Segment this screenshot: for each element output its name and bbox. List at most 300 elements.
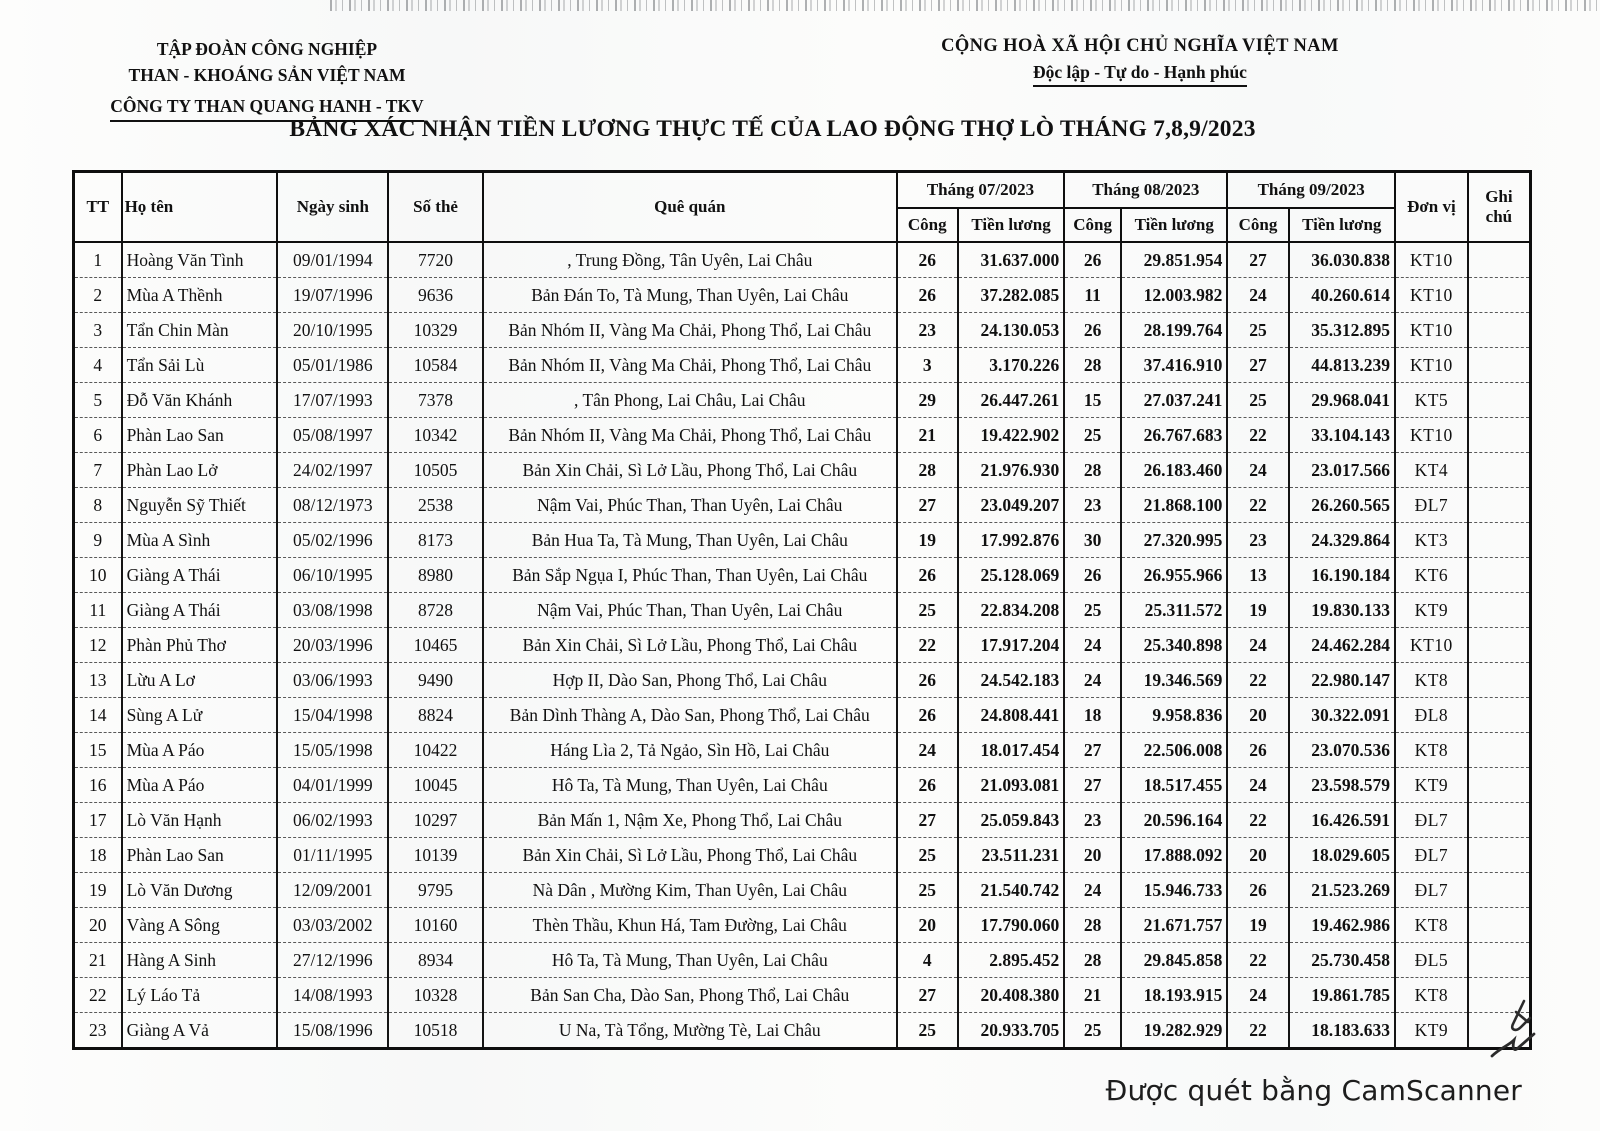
cell-tienluong-08: 26.955.966: [1121, 558, 1227, 593]
col-header-hometown: Quê quán: [483, 172, 897, 243]
cell-name: Nguyễn Sỹ Thiết: [122, 488, 278, 523]
cell-tienluong-08: 29.851.954: [1121, 242, 1227, 278]
cell-name: Phàn Phủ Thơ: [122, 628, 278, 663]
cell-name: Mùa A Páo: [122, 768, 278, 803]
cell-tienluong-08: 12.003.982: [1121, 278, 1227, 313]
cell-card: 8980: [388, 558, 483, 593]
national-motto-line2: Độc lập - Tự do - Hạnh phúc: [1033, 62, 1247, 87]
cell-name: Phàn Lao San: [122, 838, 278, 873]
cell-unit: KT9: [1395, 768, 1468, 803]
col-header-dob: Ngày sinh: [277, 172, 388, 243]
table-row: [74, 278, 1531, 313]
cell-tt: 7: [74, 453, 122, 488]
cell-tienluong-08: 25.311.572: [1121, 593, 1227, 628]
cell-cong-08: 15: [1064, 383, 1121, 418]
cell-dob: 08/12/1973: [277, 488, 388, 523]
cell-unit: KT9: [1395, 1013, 1468, 1049]
cell-cong-07: 20: [897, 908, 958, 943]
scan-edge-artifact: [330, 0, 1600, 11]
cell-dob: 15/08/1996: [277, 1013, 388, 1049]
cell-cong-08: 25: [1064, 593, 1121, 628]
col-header-tienluong-09: Tiền lương: [1289, 208, 1395, 242]
cell-hometown: Hô Ta, Tà Mung, Than Uyên, Lai Châu: [483, 943, 897, 978]
cell-cong-09: 26: [1227, 733, 1288, 768]
cell-dob: 06/10/1995: [277, 558, 388, 593]
cell-name: Giàng A Vả: [122, 1013, 278, 1049]
cell-hometown: Nà Dân , Mường Kim, Than Uyên, Lai Châu: [483, 873, 897, 908]
cell-cong-09: 24: [1227, 978, 1288, 1013]
cell-dob: 15/05/1998: [277, 733, 388, 768]
cell-tienluong-09: 29.968.041: [1289, 383, 1395, 418]
cell-cong-09: 20: [1227, 698, 1288, 733]
cell-cong-07: 27: [897, 803, 958, 838]
cell-card: 10329: [388, 313, 483, 348]
cell-tt: 8: [74, 488, 122, 523]
cell-dob: 01/11/1995: [277, 838, 388, 873]
cell-tienluong-09: 33.104.143: [1289, 418, 1395, 453]
cell-tt: 12: [74, 628, 122, 663]
cell-tt: 21: [74, 943, 122, 978]
cell-name: Tẩn Sải Lù: [122, 348, 278, 383]
cell-cong-08: 21: [1064, 978, 1121, 1013]
cell-tienluong-09: 40.260.614: [1289, 278, 1395, 313]
cell-note: [1468, 242, 1531, 278]
cell-tienluong-08: 28.199.764: [1121, 313, 1227, 348]
cell-tienluong-08: 21.868.100: [1121, 488, 1227, 523]
cell-name: Lò Văn Hạnh: [122, 803, 278, 838]
table-row: [74, 453, 1531, 488]
cell-cong-09: 22: [1227, 488, 1288, 523]
cell-name: Vàng A Sông: [122, 908, 278, 943]
cell-tienluong-08: 22.506.008: [1121, 733, 1227, 768]
cell-tienluong-08: 20.596.164: [1121, 803, 1227, 838]
cell-tienluong-07: 21.093.081: [958, 768, 1064, 803]
cell-tienluong-09: 21.523.269: [1289, 873, 1395, 908]
cell-cong-07: 19: [897, 523, 958, 558]
cell-tienluong-07: 21.540.742: [958, 873, 1064, 908]
cell-hometown: Bản Xin Chải, Sì Lở Lầu, Phong Thổ, Lai Châu: [483, 453, 897, 488]
cell-cong-07: 26: [897, 242, 958, 278]
cell-dob: 27/12/1996: [277, 943, 388, 978]
cell-unit: KT4: [1395, 453, 1468, 488]
cell-tt: 15: [74, 733, 122, 768]
cell-cong-08: 30: [1064, 523, 1121, 558]
table-row: [74, 523, 1531, 558]
cell-card: 10160: [388, 908, 483, 943]
cell-dob: 06/02/1993: [277, 803, 388, 838]
cell-dob: 09/01/1994: [277, 242, 388, 278]
col-header-month-09-2023: Tháng 09/2023: [1227, 172, 1395, 209]
cell-cong-09: 27: [1227, 348, 1288, 383]
cell-note: [1468, 838, 1531, 873]
cell-name: Sùng A Lử: [122, 698, 278, 733]
salary-table-body: [74, 242, 1531, 1049]
cell-note: [1468, 768, 1531, 803]
cell-name: Hoàng Văn Tình: [122, 242, 278, 278]
cell-unit: KT3: [1395, 523, 1468, 558]
table-row: [74, 663, 1531, 698]
table-row: [74, 593, 1531, 628]
cell-cong-08: 11: [1064, 278, 1121, 313]
cell-cong-07: 4: [897, 943, 958, 978]
cell-hometown: Bản Mấn 1, Nậm Xe, Phong Thổ, Lai Châu: [483, 803, 897, 838]
cell-unit: KT6: [1395, 558, 1468, 593]
cell-note: [1468, 593, 1531, 628]
cell-tienluong-08: 18.517.455: [1121, 768, 1227, 803]
cell-cong-09: 22: [1227, 1013, 1288, 1049]
cell-unit: KT10: [1395, 242, 1468, 278]
cell-tienluong-08: 26.183.460: [1121, 453, 1227, 488]
cell-unit: ĐL7: [1395, 838, 1468, 873]
cell-unit: KT8: [1395, 733, 1468, 768]
cell-cong-08: 23: [1064, 803, 1121, 838]
cell-hometown: Bản Sắp Ngụa I, Phúc Than, Than Uyên, Lai Châu: [483, 558, 897, 593]
cell-cong-09: 26: [1227, 873, 1288, 908]
cell-cong-08: 27: [1064, 768, 1121, 803]
handwritten-signature-mark: [1486, 998, 1542, 1068]
cell-unit: KT8: [1395, 978, 1468, 1013]
cell-tienluong-09: 25.730.458: [1289, 943, 1395, 978]
cell-tienluong-08: 9.958.836: [1121, 698, 1227, 733]
cell-cong-09: 22: [1227, 803, 1288, 838]
cell-tienluong-07: 25.059.843: [958, 803, 1064, 838]
cell-note: [1468, 873, 1531, 908]
table-row: [74, 558, 1531, 593]
table-row: [74, 873, 1531, 908]
cell-tienluong-07: 17.790.060: [958, 908, 1064, 943]
cell-tt: 1: [74, 242, 122, 278]
cell-tienluong-09: 19.462.986: [1289, 908, 1395, 943]
cell-name: Tẩn Chin Màn: [122, 313, 278, 348]
cell-tt: 10: [74, 558, 122, 593]
cell-name: Lò Văn Dương: [122, 873, 278, 908]
cell-name: Lừu A Lơ: [122, 663, 278, 698]
cell-tienluong-09: 35.312.895: [1289, 313, 1395, 348]
cell-cong-08: 28: [1064, 943, 1121, 978]
cell-dob: 17/07/1993: [277, 383, 388, 418]
org-name-line2: THAN - KHOÁNG SẢN VIỆT NAM: [128, 65, 406, 86]
cell-unit: ĐL7: [1395, 488, 1468, 523]
cell-card: 8728: [388, 593, 483, 628]
cell-unit: ĐL5: [1395, 943, 1468, 978]
cell-hometown: Thèn Thầu, Khun Há, Tam Đường, Lai Châu: [483, 908, 897, 943]
cell-tienluong-09: 16.426.591: [1289, 803, 1395, 838]
cell-card: 10139: [388, 838, 483, 873]
cell-cong-07: 25: [897, 1013, 958, 1049]
cell-card: 7720: [388, 242, 483, 278]
cell-card: 8173: [388, 523, 483, 558]
cell-card: 9636: [388, 278, 483, 313]
cell-cong-08: 26: [1064, 313, 1121, 348]
cell-tt: 14: [74, 698, 122, 733]
cell-name: Hàng A Sinh: [122, 943, 278, 978]
cell-card: 8934: [388, 943, 483, 978]
cell-tienluong-07: 2.895.452: [958, 943, 1064, 978]
cell-cong-09: 25: [1227, 383, 1288, 418]
cell-card: 10584: [388, 348, 483, 383]
cell-hometown: Bản San Cha, Dào San, Phong Thổ, Lai Châu: [483, 978, 897, 1013]
cell-card: 10328: [388, 978, 483, 1013]
cell-card: 10518: [388, 1013, 483, 1049]
cell-unit: KT5: [1395, 383, 1468, 418]
cell-hometown: Bản Nhóm II, Vàng Ma Chải, Phong Thổ, Lai Châu: [483, 418, 897, 453]
cell-dob: 19/07/1996: [277, 278, 388, 313]
cell-note: [1468, 278, 1531, 313]
cell-card: 10465: [388, 628, 483, 663]
cell-cong-07: 25: [897, 593, 958, 628]
table-row: [74, 313, 1531, 348]
table-row: [74, 943, 1531, 978]
cell-cong-07: 25: [897, 873, 958, 908]
cell-tienluong-08: 29.845.858: [1121, 943, 1227, 978]
cell-note: [1468, 628, 1531, 663]
cell-cong-08: 24: [1064, 663, 1121, 698]
cell-tienluong-07: 17.917.204: [958, 628, 1064, 663]
cell-name: Lý Láo Tả: [122, 978, 278, 1013]
cell-hometown: U Na, Tà Tổng, Mường Tè, Lai Châu: [483, 1013, 897, 1049]
cell-tienluong-07: 24.808.441: [958, 698, 1064, 733]
cell-tienluong-08: 25.340.898: [1121, 628, 1227, 663]
cell-cong-09: 23: [1227, 523, 1288, 558]
cell-cong-07: 25: [897, 838, 958, 873]
col-header-cong-08: Công: [1064, 208, 1121, 242]
cell-cong-07: 26: [897, 278, 958, 313]
cell-cong-08: 28: [1064, 453, 1121, 488]
table-row: [74, 383, 1531, 418]
cell-tienluong-07: 21.976.930: [958, 453, 1064, 488]
cell-tt: 4: [74, 348, 122, 383]
cell-cong-08: 25: [1064, 418, 1121, 453]
cell-cong-07: 22: [897, 628, 958, 663]
cell-hometown: Hợp II, Dào San, Phong Thổ, Lai Châu: [483, 663, 897, 698]
cell-tienluong-09: 36.030.838: [1289, 242, 1395, 278]
cell-tienluong-09: 30.322.091: [1289, 698, 1395, 733]
col-header-tt: TT: [74, 172, 122, 243]
cell-unit: KT10: [1395, 628, 1468, 663]
cell-cong-08: 28: [1064, 908, 1121, 943]
cell-tt: 22: [74, 978, 122, 1013]
cell-cong-07: 27: [897, 978, 958, 1013]
cell-cong-07: 3: [897, 348, 958, 383]
cell-unit: ĐL8: [1395, 698, 1468, 733]
cell-dob: 05/01/1986: [277, 348, 388, 383]
cell-note: [1468, 453, 1531, 488]
table-row: [74, 348, 1531, 383]
cell-tienluong-09: 44.813.239: [1289, 348, 1395, 383]
cell-tienluong-08: 19.346.569: [1121, 663, 1227, 698]
national-motto-line1: CỘNG HOÀ XÃ HỘI CHỦ NGHĨA VIỆT NAM: [941, 36, 1339, 56]
cell-tienluong-09: 26.260.565: [1289, 488, 1395, 523]
cell-cong-09: 24: [1227, 768, 1288, 803]
cell-tienluong-08: 27.320.995: [1121, 523, 1227, 558]
salary-table: [72, 170, 1532, 1050]
table-row: [74, 488, 1531, 523]
cell-card: 10422: [388, 733, 483, 768]
table-row: [74, 733, 1531, 768]
cell-tt: 16: [74, 768, 122, 803]
cell-hometown: , Trung Đồng, Tân Uyên, Lai Châu: [483, 242, 897, 278]
cell-unit: ĐL7: [1395, 803, 1468, 838]
cell-tienluong-07: 3.170.226: [958, 348, 1064, 383]
cell-dob: 20/10/1995: [277, 313, 388, 348]
cell-tt: 18: [74, 838, 122, 873]
cell-cong-09: 25: [1227, 313, 1288, 348]
cell-note: [1468, 943, 1531, 978]
col-header-name: Họ tên: [122, 172, 278, 243]
cell-tienluong-09: 23.017.566: [1289, 453, 1395, 488]
cell-hometown: Háng Lìa 2, Tả Ngảo, Sìn Hồ, Lai Châu: [483, 733, 897, 768]
cell-dob: 15/04/1998: [277, 698, 388, 733]
cell-dob: 14/08/1993: [277, 978, 388, 1013]
table-row: [74, 418, 1531, 453]
cell-hometown: Nậm Vai, Phúc Than, Than Uyên, Lai Châu: [483, 593, 897, 628]
cell-cong-09: 13: [1227, 558, 1288, 593]
cell-cong-07: 26: [897, 768, 958, 803]
cell-tienluong-08: 18.193.915: [1121, 978, 1227, 1013]
page-title: BẢNG XÁC NHẬN TIỀN LƯƠNG THỰC TẾ CỦA LAO ĐỘNG THỢ LÒ THÁNG 7,8,9/2023: [289, 116, 1256, 142]
cell-note: [1468, 698, 1531, 733]
cell-cong-09: 22: [1227, 943, 1288, 978]
col-header-card: Số thẻ: [388, 172, 483, 243]
cell-note: [1468, 803, 1531, 838]
cell-card: 10045: [388, 768, 483, 803]
cell-unit: KT10: [1395, 348, 1468, 383]
cell-tienluong-09: 23.070.536: [1289, 733, 1395, 768]
table-row: [74, 803, 1531, 838]
cell-dob: 24/02/1997: [277, 453, 388, 488]
cell-cong-07: 24: [897, 733, 958, 768]
col-header-tienluong-07: Tiền lương: [958, 208, 1064, 242]
cell-tienluong-07: 20.408.380: [958, 978, 1064, 1013]
cell-tt: 11: [74, 593, 122, 628]
cell-dob: 03/08/1998: [277, 593, 388, 628]
cell-tienluong-08: 37.416.910: [1121, 348, 1227, 383]
cell-unit: KT8: [1395, 663, 1468, 698]
cell-tt: 13: [74, 663, 122, 698]
table-row: [74, 838, 1531, 873]
cell-hometown: Bản Xin Chải, Sì Lở Lầu, Phong Thổ, Lai Châu: [483, 838, 897, 873]
cell-tt: 2: [74, 278, 122, 313]
cell-tt: 20: [74, 908, 122, 943]
cell-hometown: Bản Đán To, Tà Mung, Than Uyên, Lai Châu: [483, 278, 897, 313]
cell-tienluong-08: 17.888.092: [1121, 838, 1227, 873]
cell-note: [1468, 558, 1531, 593]
cell-hometown: , Tân Phong, Lai Châu, Lai Châu: [483, 383, 897, 418]
cell-cong-08: 28: [1064, 348, 1121, 383]
org-header-block: [92, 36, 442, 122]
salary-table-header: [74, 172, 1531, 243]
cell-name: Phàn Lao Lở: [122, 453, 278, 488]
cell-hometown: Nậm Vai, Phúc Than, Than Uyên, Lai Châu: [483, 488, 897, 523]
cell-card: 10505: [388, 453, 483, 488]
col-header-unit: Đơn vị: [1395, 172, 1468, 243]
cell-unit: KT9: [1395, 593, 1468, 628]
cell-tienluong-07: 25.128.069: [958, 558, 1064, 593]
cell-name: Giàng A Thái: [122, 558, 278, 593]
cell-cong-08: 26: [1064, 558, 1121, 593]
cell-cong-09: 24: [1227, 628, 1288, 663]
cell-cong-07: 26: [897, 698, 958, 733]
cell-tienluong-07: 24.542.183: [958, 663, 1064, 698]
cell-tienluong-09: 24.329.864: [1289, 523, 1395, 558]
cell-unit: KT8: [1395, 908, 1468, 943]
cell-cong-09: 19: [1227, 593, 1288, 628]
cell-cong-07: 23: [897, 313, 958, 348]
cell-tienluong-07: 20.933.705: [958, 1013, 1064, 1049]
cell-cong-09: 24: [1227, 453, 1288, 488]
cell-cong-08: 24: [1064, 873, 1121, 908]
cell-unit: ĐL7: [1395, 873, 1468, 908]
cell-tienluong-08: 27.037.241: [1121, 383, 1227, 418]
cell-cong-08: 25: [1064, 1013, 1121, 1049]
cell-note: [1468, 418, 1531, 453]
cell-tienluong-09: 18.029.605: [1289, 838, 1395, 873]
cell-note: [1468, 348, 1531, 383]
cell-cong-09: 22: [1227, 663, 1288, 698]
cell-cong-09: 20: [1227, 838, 1288, 873]
cell-tt: 3: [74, 313, 122, 348]
cell-cong-08: 27: [1064, 733, 1121, 768]
cell-card: 9795: [388, 873, 483, 908]
national-header-block: [890, 36, 1390, 87]
company-name: CÔNG TY THAN QUANG HANH - TKV: [110, 93, 423, 122]
cell-note: [1468, 908, 1531, 943]
cell-note: [1468, 383, 1531, 418]
org-name-line1: TẬP ĐOÀN CÔNG NGHIỆP: [156, 39, 378, 59]
cell-note: [1468, 488, 1531, 523]
cell-cong-08: 18: [1064, 698, 1121, 733]
cell-tienluong-07: 24.130.053: [958, 313, 1064, 348]
cell-tienluong-08: 26.767.683: [1121, 418, 1227, 453]
cell-cong-07: 21: [897, 418, 958, 453]
table-row: [74, 1013, 1531, 1049]
cell-card: 9490: [388, 663, 483, 698]
cell-tienluong-08: 21.671.757: [1121, 908, 1227, 943]
cell-cong-09: 19: [1227, 908, 1288, 943]
cell-tienluong-08: 15.946.733: [1121, 873, 1227, 908]
cell-tienluong-07: 17.992.876: [958, 523, 1064, 558]
cell-hometown: Bản Xin Chải, Sì Lở Lầu, Phong Thổ, Lai Châu: [483, 628, 897, 663]
cell-name: Mùa A Páo: [122, 733, 278, 768]
col-header-cong-09: Công: [1227, 208, 1288, 242]
cell-tienluong-07: 19.422.902: [958, 418, 1064, 453]
cell-cong-08: 23: [1064, 488, 1121, 523]
cell-card: 7378: [388, 383, 483, 418]
cell-dob: 05/08/1997: [277, 418, 388, 453]
cell-cong-07: 29: [897, 383, 958, 418]
cell-tienluong-07: 18.017.454: [958, 733, 1064, 768]
cell-card: 10342: [388, 418, 483, 453]
cell-tienluong-09: 23.598.579: [1289, 768, 1395, 803]
col-header-cong-07: Công: [897, 208, 958, 242]
cell-cong-08: 20: [1064, 838, 1121, 873]
cell-tienluong-07: 23.511.231: [958, 838, 1064, 873]
cell-cong-08: 24: [1064, 628, 1121, 663]
cell-card: 2538: [388, 488, 483, 523]
cell-dob: 05/02/1996: [277, 523, 388, 558]
table-row: [74, 698, 1531, 733]
cell-tienluong-07: 22.834.208: [958, 593, 1064, 628]
cell-cong-07: 26: [897, 558, 958, 593]
cell-tt: 9: [74, 523, 122, 558]
cell-tienluong-09: 22.980.147: [1289, 663, 1395, 698]
cell-tienluong-07: 26.447.261: [958, 383, 1064, 418]
cell-unit: KT10: [1395, 418, 1468, 453]
cell-note: [1468, 313, 1531, 348]
cell-tt: 23: [74, 1013, 122, 1049]
cell-unit: KT10: [1395, 278, 1468, 313]
cell-cong-07: 28: [897, 453, 958, 488]
